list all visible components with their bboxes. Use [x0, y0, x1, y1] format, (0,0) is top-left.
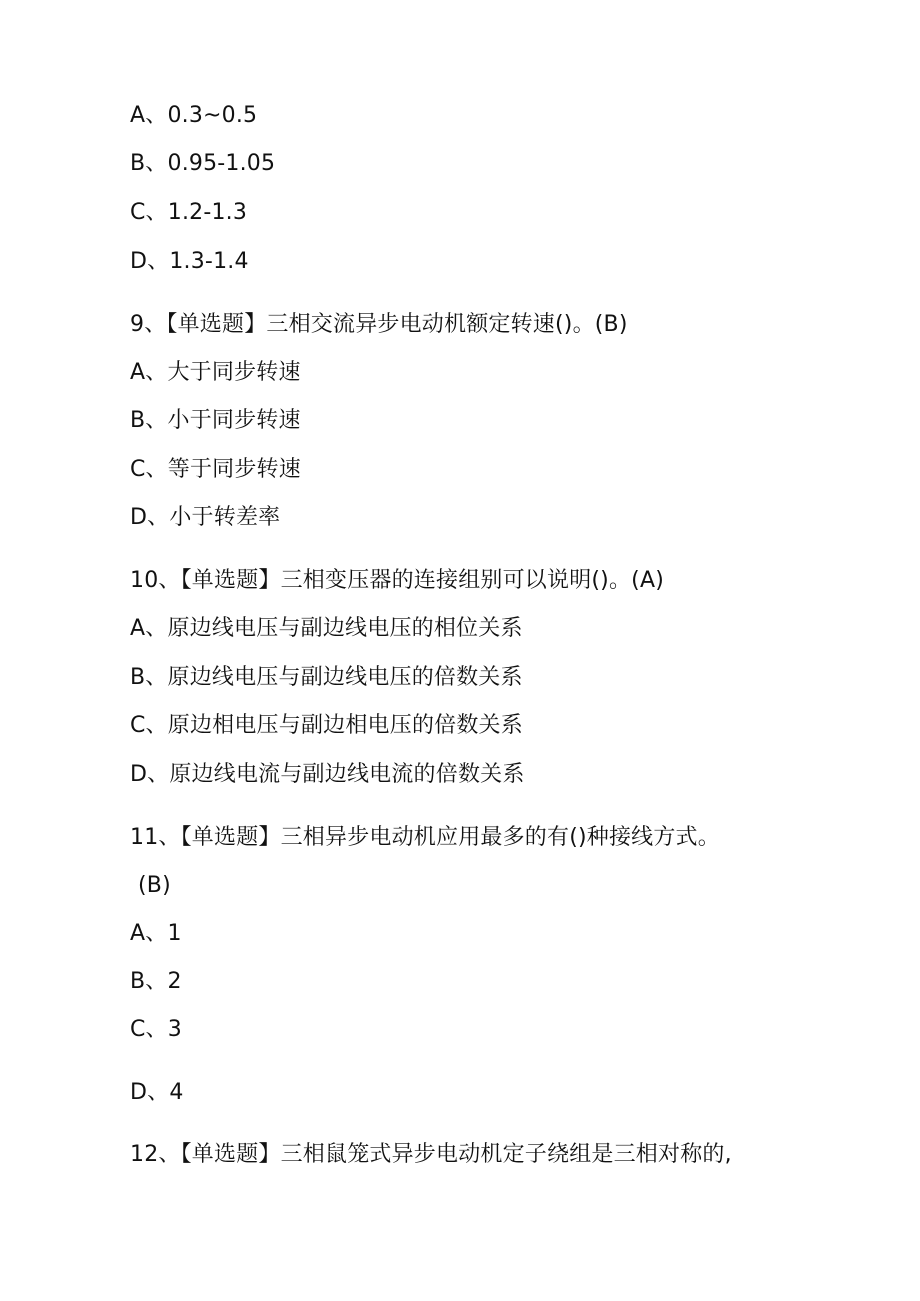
q12-stem: 12、【单选题】三相鼠笼式异步电动机定子绕组是三相对称的, — [130, 1142, 732, 1167]
q10-stem: 10、【单选题】三相变压器的连接组别可以说明()。(A) — [130, 568, 664, 593]
q11-stem: 11、【单选题】三相异步电动机应用最多的有()种接线方式。 — [130, 825, 720, 850]
q11-answer: (B) — [138, 873, 171, 898]
q8-option-a: A、0.3~0.5 — [130, 103, 258, 128]
q11-option-d: D、4 — [130, 1080, 184, 1105]
q10-option-b: B、原边线电压与副边线电压的倍数关系 — [130, 665, 523, 690]
q9-option-d: D、小于转差率 — [130, 505, 281, 530]
q11-option-a: A、1 — [130, 921, 182, 946]
q8-option-b: B、0.95-1.05 — [130, 151, 276, 176]
q10-option-c: C、原边相电压与副边相电压的倍数关系 — [130, 713, 523, 738]
q11-option-c: C、3 — [130, 1017, 182, 1042]
q9-option-c: C、等于同步转速 — [130, 457, 301, 482]
q10-option-d: D、原边线电流与副边线电流的倍数关系 — [130, 762, 525, 787]
q9-stem: 9、【单选题】三相交流异步电动机额定转速()。(B) — [130, 312, 628, 337]
q10-option-a: A、原边线电压与副边线电压的相位关系 — [130, 616, 523, 641]
q9-option-a: A、大于同步转速 — [130, 360, 301, 385]
q11-option-b: B、2 — [130, 969, 182, 994]
q8-option-d: D、1.3-1.4 — [130, 249, 249, 274]
q8-option-c: C、1.2-1.3 — [130, 200, 248, 225]
q9-option-b: B、小于同步转速 — [130, 408, 301, 433]
